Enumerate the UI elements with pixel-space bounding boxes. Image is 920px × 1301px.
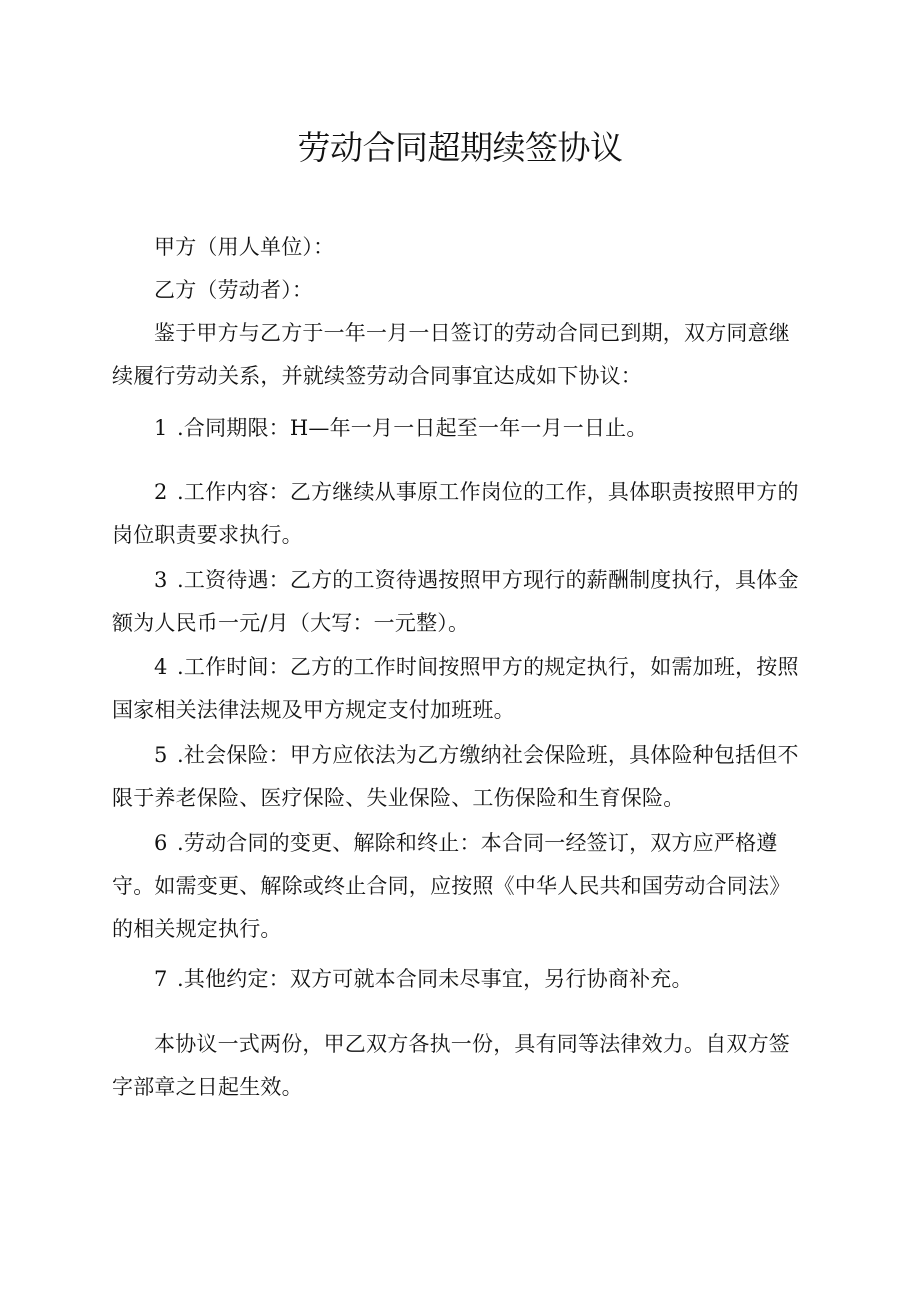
clause-number: 1 <box>154 416 168 440</box>
document-title: 劳动合同超期续签协议 <box>297 128 623 167</box>
clause-number: 3 <box>154 568 168 592</box>
clause-number: 2 <box>154 480 168 504</box>
party-a-line: 甲方（用人单位）： <box>154 235 335 259</box>
clause-number: 4 <box>154 655 168 679</box>
clause-text: .社会保险：甲方应依法为乙方缴纳社会保险班，具体险种包括但不限于养老保险、医疗保险、失业保险、工伤保险和生育保险。 <box>112 743 799 810</box>
closing-paragraph: 本协议一式两份，甲乙双方各执一份，具有同等法律效力。自双方签字部章之日起生效。 <box>112 1032 790 1099</box>
party-b-line: 乙方（劳动者）： <box>154 278 314 302</box>
clause-4 <box>112 646 808 732</box>
clause-text: .劳动合同的变更、解除和终止：本合同一经签订，双方应严格遵守。如需变更、解除或终止合同，应按照《中华人民共和国劳动合同法》的相关规定执行。 <box>112 831 791 941</box>
clause-text: .其他约定：双方可就本合同未尽事宜，另行协商补充。 <box>177 967 693 991</box>
clause-text: .工作内容：乙方继续从事原工作岗位的工作，具体职责按照甲方的岗位职责要求执行。 <box>112 480 799 547</box>
clause-text: .工资待遇：乙方的工资待遇按照甲方现行的薪酬制度执行，具体金额为人民币一元/月（大写：一元整）。 <box>112 568 799 635</box>
clause-6 <box>112 822 808 951</box>
clause-number: 7 <box>154 967 168 991</box>
clause-text: .工作时间：乙方的工作时间按照甲方的规定执行，如需加班，按照国家相关法律法规及甲方规定支付加班班。 <box>112 655 799 722</box>
clause-number: 6 <box>154 831 168 855</box>
clause-7 <box>112 958 808 1001</box>
clause-5 <box>112 734 808 820</box>
clause-2 <box>112 471 808 557</box>
clause-3 <box>112 559 808 645</box>
clause-number: 5 <box>154 743 168 767</box>
clause-1 <box>112 407 808 450</box>
intro-paragraph: 鉴于甲方与乙方于一年一月一日签订的劳动合同已到期，双方同意继续履行劳动关系，并就续签劳动合同事宜达成如下协议： <box>112 321 790 388</box>
clause-text: .合同期限：H—年一月一日起至一年一月一日止。 <box>177 416 648 440</box>
